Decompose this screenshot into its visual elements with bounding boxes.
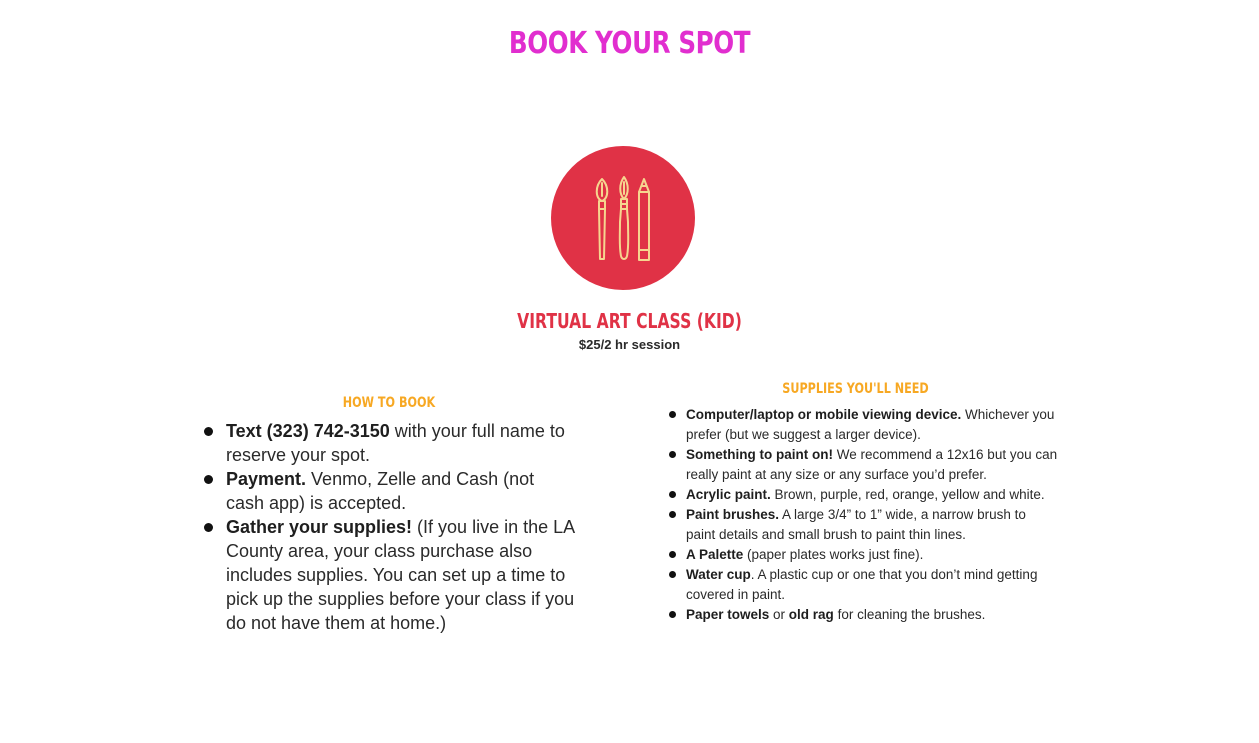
list-item-bold: Paint brushes. [686,507,780,522]
list-item-text: for cleaning the brushes. [833,607,986,622]
list-item-text: (If you live in the LA County area, your class purchase also includes supplies. You can set up a time to pick up the supplies before your class if you do not have them at home.) [226,517,575,633]
list-item-bold: Water cup [686,567,751,582]
list-item [668,605,1058,625]
list-item [204,419,576,467]
supplies-list [668,405,1058,625]
bullet [204,523,213,532]
bullet [204,427,213,436]
class-icon-badge [551,146,695,290]
list-item-bold: Paper towels [686,607,770,622]
phone-number-text: Text (323) 742-3150 [226,421,390,441]
list-item [668,445,1058,485]
list-item-text: Venmo, Zelle and Cash (not cash app) is accepted. [226,469,535,513]
list-item-text: . A plastic cup or one that you don’t mind getting covered in paint. [686,567,1038,602]
list-item-text: Brown, purple, red, orange, yellow and white. [770,487,1045,502]
how-to-book-heading: HOW TO BOOK [342,395,436,411]
list-item [204,515,576,635]
list-item-text: with your full name to reserve your spot. [226,421,565,465]
list-item-bold: Acrylic paint. [686,487,771,502]
supplies-heading: SUPPLIES YOU'LL NEED [782,381,929,397]
list-item-bold: Gather your supplies! [226,517,413,537]
list-item-bold: old rag [788,607,834,622]
bullet [669,611,676,618]
bullet [669,551,676,558]
bullet [669,511,676,518]
how-to-book-list [204,419,576,635]
list-item [668,545,1058,565]
bullet [669,451,676,458]
list-item-bold: Computer/laptop or mobile viewing device. [686,407,962,422]
bullet [669,491,676,498]
list-item-text: A large 3/4” to 1” wide, a narrow brush to paint details and small brush to paint thin lines. [686,507,1026,542]
bullet [669,571,676,578]
list-item-text: Whichever you prefer (but we suggest a larger device). [686,407,1055,442]
list-item [204,467,576,515]
list-item-bold: Something to paint on! [686,447,833,462]
list-item-text: We recommend a 12x16 but you can really paint at any size or any surface you’d prefer. [686,447,1058,482]
list-item-text: or [769,607,789,622]
class-title: VIRTUAL ART CLASS (KID) [517,309,742,333]
bullet [669,411,676,418]
list-item [668,485,1058,505]
list-item-bold: A Palette [686,547,744,562]
class-price: $25/2 hr session [578,337,681,352]
list-item [668,505,1058,545]
list-item [668,565,1058,605]
bullet [204,475,213,484]
list-item-bold: Payment. [226,469,307,489]
paint-brushes-icon [551,146,695,290]
list-item [668,405,1058,445]
page-title: BOOK YOUR SPOT [508,26,751,61]
list-item-text: (paper plates works just fine). [743,547,924,562]
